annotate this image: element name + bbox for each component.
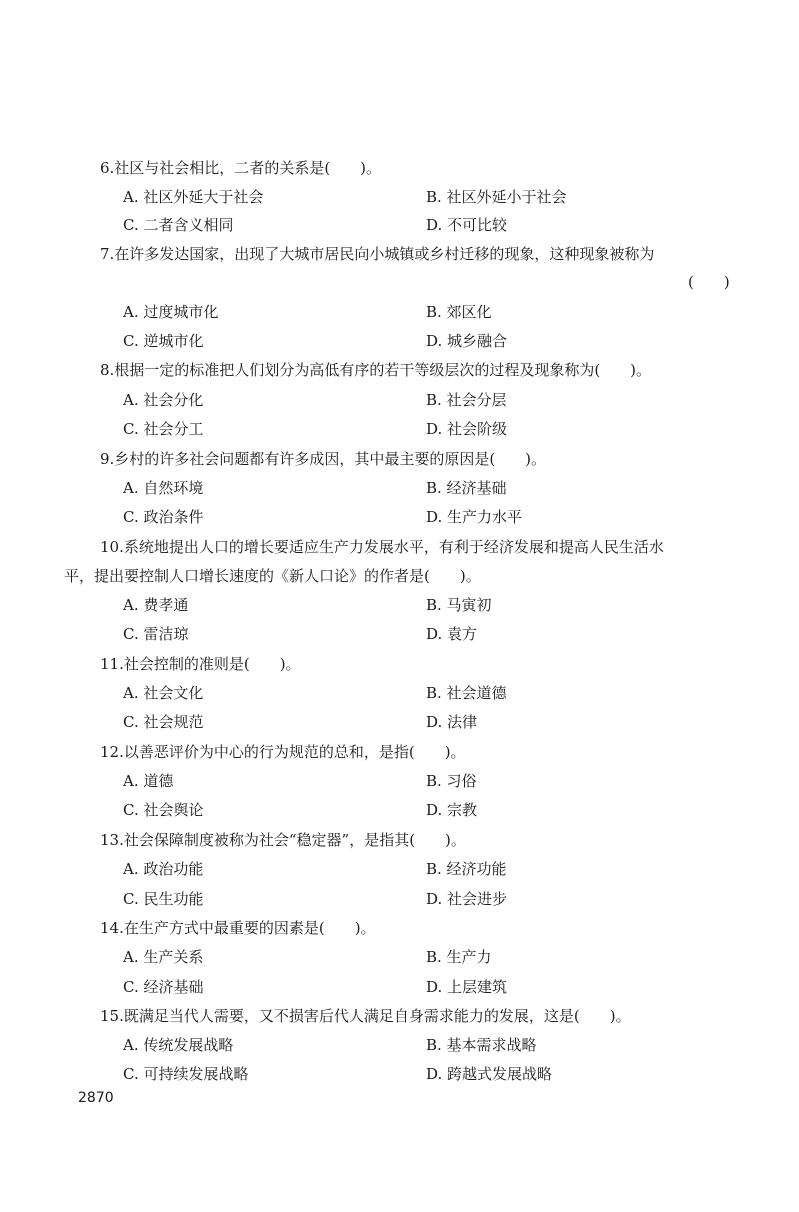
question-13-option-c: C. 民生功能 xyxy=(123,890,204,908)
question-14-option-a: A. 生产关系 xyxy=(123,948,204,966)
question-14-option-c: C. 经济基础 xyxy=(123,978,204,996)
question-14-option-d: D. 上层建筑 xyxy=(426,978,508,996)
question-14-option-b: B. 生产力 xyxy=(426,948,492,966)
question-9-option-a: A. 自然环境 xyxy=(123,479,204,497)
question-15-option-c: C. 可持续发展战略 xyxy=(123,1065,249,1083)
question-7-option-a: A. 过度城市化 xyxy=(123,303,219,321)
question-7-stem: 7.在许多发达国家，出现了大城市居民向小城镇或乡村迁移的现象，这种现象被称为 xyxy=(100,245,655,263)
question-8-option-d: D. 社会阶级 xyxy=(426,420,508,438)
question-9-option-c: C. 政治条件 xyxy=(123,508,204,526)
question-8-option-c: C. 社会分工 xyxy=(123,420,204,438)
question-11-option-d: D. 法律 xyxy=(426,713,478,731)
question-9-option-b: B. 经济基础 xyxy=(426,479,507,497)
question-10-stem-continued: 平，提出要控制人口增长速度的《新人口论》的作者是( )。 xyxy=(64,567,481,585)
question-15-option-b: B. 基本需求战略 xyxy=(426,1036,537,1054)
question-15-stem: 15.既满足当代人需要，又不损害后代人满足自身需求能力的发展，这是( )。 xyxy=(100,1007,631,1025)
question-7-option-c: C. 逆城市化 xyxy=(123,332,204,350)
question-7-option-b: B. 郊区化 xyxy=(426,303,492,321)
question-6-option-a: A. 社区外延大于社会 xyxy=(123,188,264,206)
question-13-option-a: A. 政治功能 xyxy=(123,860,204,878)
question-13-stem: 13.社会保障制度被称为社会“稳定器”，是指其( )。 xyxy=(100,831,466,849)
question-13-option-b: B. 经济功能 xyxy=(426,860,507,878)
question-10-option-d: D. 袁方 xyxy=(426,625,478,643)
question-6-option-d: D. 不可比较 xyxy=(426,216,508,234)
question-6-option-c: C. 二者含义相同 xyxy=(123,216,234,234)
question-15-option-a: A. 传统发展战略 xyxy=(123,1036,234,1054)
question-11-option-b: B. 社会道德 xyxy=(426,684,507,702)
question-14-stem: 14.在生产方式中最重要的因素是( )。 xyxy=(100,919,376,937)
question-8-option-a: A. 社会分化 xyxy=(123,391,204,409)
question-7-option-d: D. 城乡融合 xyxy=(426,332,508,350)
question-11-option-a: A. 社会文化 xyxy=(123,684,204,702)
question-12-stem: 12.以善恶评价为中心的行为规范的总和，是指( )。 xyxy=(100,743,466,761)
question-6-option-b: B. 社区外延小于社会 xyxy=(426,188,567,206)
question-10-stem: 10.系统地提出人口的增长要适应生产力发展水平，有利于经济发展和提高人民生活水 xyxy=(100,538,664,556)
question-8-option-b: B. 社会分层 xyxy=(426,391,507,409)
question-9-option-d: D. 生产力水平 xyxy=(426,508,523,526)
question-6-stem: 6.社区与社会相比，二者的关系是( )。 xyxy=(100,159,382,177)
page-number: 2870 xyxy=(78,1090,114,1106)
question-7-answer-blank: ( ) xyxy=(688,273,730,291)
question-12-option-c: C. 社会舆论 xyxy=(123,801,204,819)
question-8-stem: 8.根据一定的标准把人们划分为高低有序的若干等级层次的过程及现象称为( )。 xyxy=(100,361,652,379)
question-10-option-a: A. 费孝通 xyxy=(123,596,189,614)
question-11-option-c: C. 社会规范 xyxy=(123,713,204,731)
question-9-stem: 9.乡村的许多社会问题都有许多成因，其中最主要的原因是( )。 xyxy=(100,450,547,468)
question-11-stem: 11.社会控制的准则是( )。 xyxy=(100,655,301,673)
question-10-option-c: C. 雷洁琼 xyxy=(123,625,189,643)
question-13-option-d: D. 社会进步 xyxy=(426,890,508,908)
question-10-option-b: B. 马寅初 xyxy=(426,596,492,614)
question-12-option-d: D. 宗教 xyxy=(426,801,478,819)
question-12-option-a: A. 道德 xyxy=(123,772,174,790)
question-15-option-d: D. 跨越式发展战略 xyxy=(426,1065,553,1083)
question-12-option-b: B. 习俗 xyxy=(426,772,477,790)
